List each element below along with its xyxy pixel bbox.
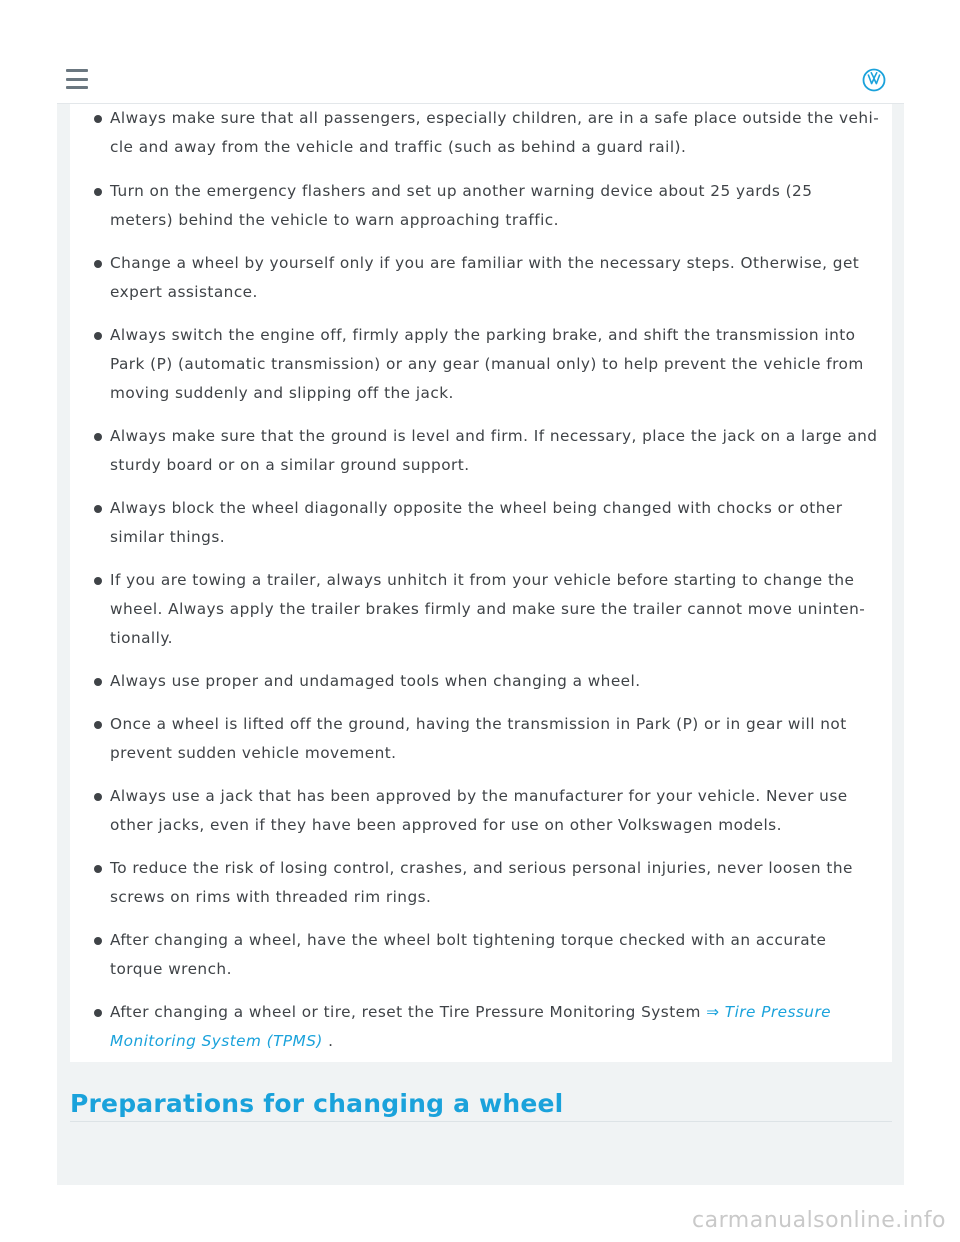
list-item-text: Always make sure that all passengers, especially children, are in a safe place outside the vehi-cle and away from the vehicle and traffic (such as behind a guard rail). — [110, 109, 880, 156]
top-bar — [57, 57, 904, 104]
list-item-text: Always use proper and undamaged tools when changing a wheel. — [110, 672, 641, 690]
bullet-icon — [94, 505, 102, 513]
list-item — [110, 177, 880, 235]
list-item-text: After changing a wheel, have the wheel bolt tightening torque checked with an accurate torque wrench. — [110, 931, 827, 978]
bullet-icon — [94, 865, 102, 873]
list-item — [110, 321, 880, 408]
bullet-icon — [94, 721, 102, 729]
bullet-icon — [94, 937, 102, 945]
bullet-icon — [94, 332, 102, 340]
list-item — [110, 249, 880, 307]
section-divider — [70, 1121, 892, 1122]
list-item-text: Always use a jack that has been approved by the manufacturer for your vehicle. Never use other jacks, even if they have been approved for use on other Volkswagen models. — [110, 787, 848, 834]
list-item-text: If you are towing a trailer, always unhitch it from your vehicle before starting to change the wheel. Always apply the trailer brakes firmly and make sure the trailer cannot move uninten-tionally. — [110, 571, 866, 647]
list-item — [110, 998, 880, 1056]
bullet-icon — [94, 260, 102, 268]
bullet-icon — [94, 115, 102, 123]
vw-logo-icon[interactable] — [862, 68, 886, 92]
hamburger-menu-icon[interactable] — [66, 69, 88, 89]
list-item — [110, 782, 880, 840]
bullet-icon — [94, 433, 102, 441]
list-item-suffix: . — [322, 1032, 334, 1050]
bullet-icon — [94, 678, 102, 686]
list-item-text: Always switch the engine off, firmly apply the parking brake, and shift the transmission into Park (P) (automatic transmission) or any gear (manual only) to help prevent the vehicle from moving suddenly and slipping off the jack. — [110, 326, 864, 402]
list-item — [110, 854, 880, 912]
watermark: carmanualsonline.info — [692, 1208, 946, 1233]
list-item — [110, 667, 880, 696]
bullet-icon — [94, 188, 102, 196]
list-item-text: Always block the wheel diagonally opposite the wheel being changed with chocks or other similar things. — [110, 499, 843, 546]
list-item-text: Turn on the emergency flashers and set up another warning device about 25 yards (25 meters) behind the vehicle to warn approaching traffic. — [110, 182, 813, 229]
list-item-text: Change a wheel by yourself only if you are familiar with the necessary steps. Otherwise, get expert assistance. — [110, 254, 860, 301]
list-item — [110, 104, 880, 162]
list-item-text: Once a wheel is lifted off the ground, having the transmission in Park (P) or in gear will not prevent sudden vehicle movement. — [110, 715, 847, 762]
list-item — [110, 422, 880, 480]
tpms-link[interactable]: ⇒ Tire Pressure Monitoring System (TPMS) — [110, 1003, 832, 1050]
list-item — [110, 926, 880, 984]
list-item — [110, 494, 880, 552]
section-title: Preparations for changing a wheel — [70, 1089, 564, 1118]
bullet-icon — [94, 793, 102, 801]
list-item — [110, 566, 880, 653]
list-item-text: Always make sure that the ground is level and firm. If necessary, place the jack on a large and sturdy board or on a similar ground support. — [110, 427, 878, 474]
bullet-icon — [94, 1009, 102, 1017]
list-item — [110, 710, 880, 768]
bullet-icon — [94, 577, 102, 585]
list-item-text: After changing a wheel or tire, reset the Tire Pressure Monitoring System — [110, 1003, 701, 1021]
list-item-text: To reduce the risk of losing control, crashes, and serious personal injuries, never loosen the screws on rims with threaded rim rings. — [110, 859, 853, 906]
warning-card — [70, 104, 892, 1062]
